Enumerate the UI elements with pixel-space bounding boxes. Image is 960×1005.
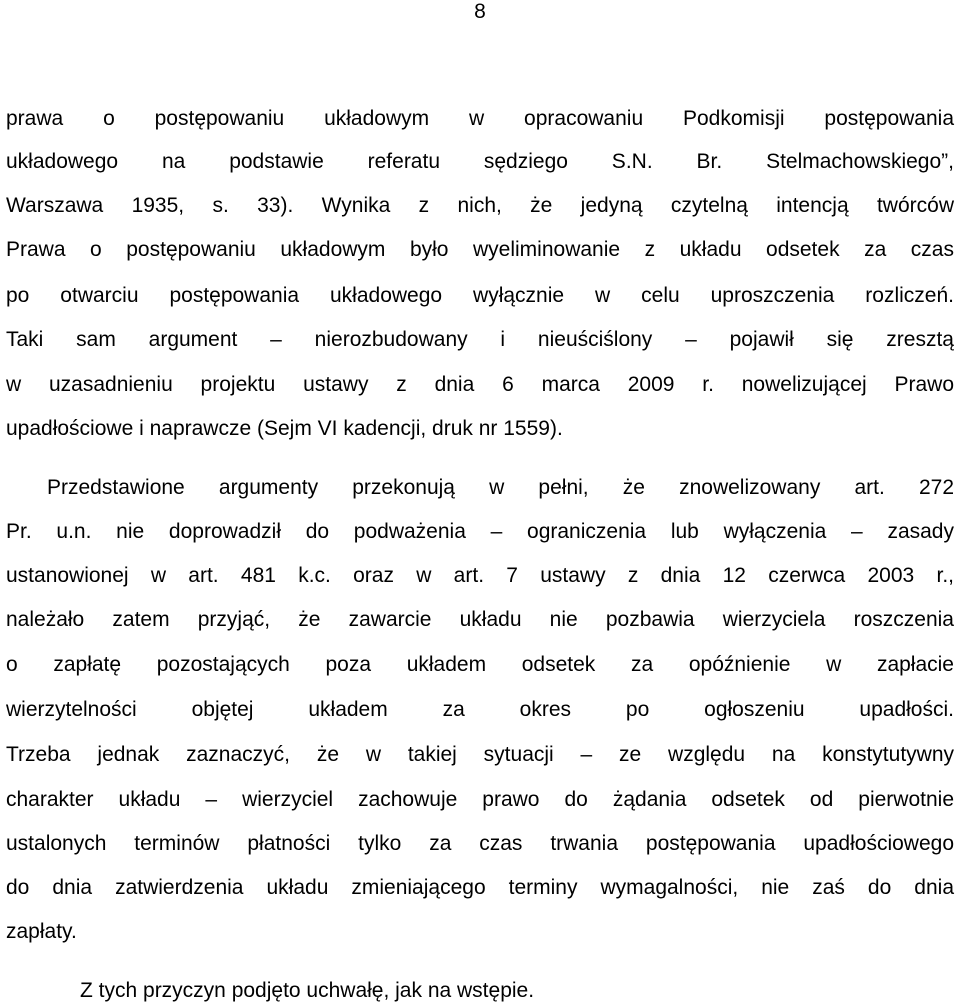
- text-line: Warszawa 1935, s. 33). Wynika z nich, że jedyną czytelną intencją twórców: [6, 194, 954, 217]
- page-number: 8: [474, 0, 486, 23]
- text-line: Prawa o postępowaniu układowym było wyeliminowanie z układu odsetek za czas: [6, 238, 954, 261]
- text-line: zapłaty.: [6, 920, 77, 943]
- text-line: po otwarciu postępowania układowego wyłącznie w celu uproszczenia rozliczeń.: [6, 284, 954, 307]
- text-line: ustanowionej w art. 481 k.c. oraz w art. 7 ustawy z dnia 12 czerwca 2003 r.,: [6, 564, 954, 587]
- text-line: układowego na podstawie referatu sędziego S.N. Br. Stelmachowskiego”,: [6, 150, 954, 173]
- text-line: wierzytelności objętej układem za okres po ogłoszeniu upadłości.: [6, 698, 954, 721]
- text-line: prawa o postępowaniu układowym w opracowaniu Podkomisji postępowania: [6, 107, 954, 130]
- text-line: upadłościowe i naprawcze (Sejm VI kadencji, druk nr 1559).: [6, 417, 563, 440]
- text-line: o zapłatę pozostających poza układem odsetek za opóźnienie w zapłacie: [6, 653, 954, 676]
- text-line: w uzasadnieniu projektu ustawy z dnia 6 marca 2009 r. nowelizującej Prawo: [6, 373, 954, 396]
- text-line: Taki sam argument – nierozbudowany i nieuściślony – pojawił się zresztą: [6, 328, 954, 351]
- text-line: charakter układu – wierzyciel zachowuje prawo do żądania odsetek od pierwotnie: [6, 788, 954, 811]
- text-line: Pr. u.n. nie doprowadził do podważenia – ograniczenia lub wyłączenia – zasady: [6, 520, 954, 543]
- text-line: należało zatem przyjąć, że zawarcie układu nie pozbawia wierzyciela roszczenia: [6, 608, 954, 631]
- text-line: Przedstawione argumenty przekonują w pełni, że znowelizowany art. 272: [47, 476, 954, 499]
- text-line: do dnia zatwierdzenia układu zmieniającego terminy wymagalności, nie zaś do dnia: [6, 876, 954, 899]
- text-line: ustalonych terminów płatności tylko za czas trwania postępowania upadłościowego: [6, 832, 954, 855]
- text-line: Trzeba jednak zaznaczyć, że w takiej sytuacji – ze względu na konstytutywny: [6, 743, 954, 766]
- text-line: Z tych przyczyn podjęto uchwałę, jak na wstępie.: [80, 979, 535, 1002]
